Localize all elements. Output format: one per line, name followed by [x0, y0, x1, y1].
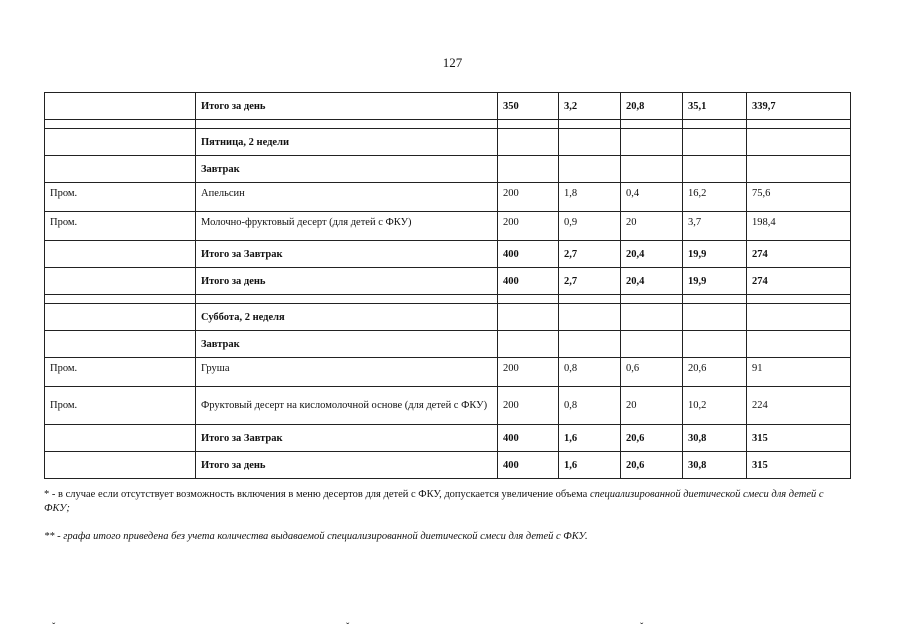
footnote-2: [44, 530, 850, 544]
page-number: 127: [442, 55, 463, 70]
cell-energy: 75,6: [747, 183, 851, 212]
cell-fat: [621, 304, 683, 331]
cell-code: [45, 156, 196, 183]
cell-energy: 315: [747, 452, 851, 479]
cell-carbs: [683, 331, 747, 358]
cell-energy: [747, 304, 851, 331]
cell-dish: Итого за день: [196, 93, 498, 120]
cell-dish: [196, 120, 498, 129]
cell-weight: 400: [498, 452, 559, 479]
cell-dish: Суббота, 2 неделя: [196, 304, 498, 331]
cell-protein: [559, 295, 621, 304]
cell-protein: 1,6: [559, 452, 621, 479]
cell-fat: 20,4: [621, 268, 683, 295]
cell-weight: 200: [498, 212, 559, 241]
cell-code: [45, 331, 196, 358]
table-row: [45, 183, 851, 212]
cell-dish: [196, 295, 498, 304]
cell-fat: [621, 129, 683, 156]
cell-carbs: 10,2: [683, 387, 747, 425]
total-row: [45, 268, 851, 295]
cell-code: [45, 241, 196, 268]
cell-carbs: 20,6: [683, 358, 747, 387]
cell-protein: [559, 304, 621, 331]
cell-carbs: [683, 120, 747, 129]
cell-fat: 0,4: [621, 183, 683, 212]
footnote-1: [44, 488, 850, 516]
cell-energy: 315: [747, 425, 851, 452]
cell-fat: 20,8: [621, 93, 683, 120]
cell-carbs: [683, 304, 747, 331]
cell-dish: Итого за день: [196, 452, 498, 479]
spacer-row: [45, 120, 851, 129]
cell-energy: [747, 331, 851, 358]
menu-table-body: [45, 93, 851, 479]
cell-weight: [498, 120, 559, 129]
section-row: [45, 156, 851, 183]
cell-fat: [621, 156, 683, 183]
cell-protein: 2,7: [559, 241, 621, 268]
cell-code: [45, 93, 196, 120]
section-row: [45, 331, 851, 358]
cell-code: [45, 304, 196, 331]
cell-weight: 350: [498, 93, 559, 120]
table-row: [45, 387, 851, 425]
table-row: [45, 212, 851, 241]
cell-carbs: [683, 156, 747, 183]
footnote-1-italic: специализированной диетической смеси для детей с ФКУ;: [44, 489, 824, 514]
cell-protein: 1,6: [559, 425, 621, 452]
cell-energy: [747, 295, 851, 304]
cell-carbs: [683, 295, 747, 304]
section-row: [45, 304, 851, 331]
cell-code: [45, 425, 196, 452]
cell-dish: Фруктовый десерт на кисломолочной основе (для детей с ФКУ): [196, 387, 498, 425]
scan-mark: ˇ: [640, 622, 644, 633]
cell-carbs: 19,9: [683, 241, 747, 268]
cell-carbs: 16,2: [683, 183, 747, 212]
cell-dish: Завтрак: [196, 331, 498, 358]
cell-protein: [559, 120, 621, 129]
cell-carbs: [683, 129, 747, 156]
menu-table: [44, 92, 851, 479]
cell-weight: 200: [498, 183, 559, 212]
cell-energy: 339,7: [747, 93, 851, 120]
cell-dish: Итого за день: [196, 268, 498, 295]
cell-fat: [621, 120, 683, 129]
cell-energy: [747, 156, 851, 183]
cell-fat: 20: [621, 212, 683, 241]
cell-protein: 1,8: [559, 183, 621, 212]
cell-carbs: 30,8: [683, 425, 747, 452]
cell-fat: 20,6: [621, 452, 683, 479]
table-row: [45, 358, 851, 387]
cell-energy: [747, 129, 851, 156]
scan-marks: [0, 622, 905, 632]
cell-protein: [559, 156, 621, 183]
cell-protein: 0,9: [559, 212, 621, 241]
spacer-row: [45, 295, 851, 304]
cell-protein: [559, 129, 621, 156]
cell-code: [45, 268, 196, 295]
total-row: [45, 93, 851, 120]
cell-fat: [621, 295, 683, 304]
cell-weight: [498, 129, 559, 156]
cell-dish: Груша: [196, 358, 498, 387]
cell-fat: 0,6: [621, 358, 683, 387]
cell-fat: 20: [621, 387, 683, 425]
total-row: [45, 425, 851, 452]
cell-fat: 20,4: [621, 241, 683, 268]
cell-weight: 400: [498, 425, 559, 452]
cell-carbs: 30,8: [683, 452, 747, 479]
cell-dish: Молочно-фруктовый десерт (для детей с ФКУ): [196, 212, 498, 241]
cell-dish: Апельсин: [196, 183, 498, 212]
cell-carbs: 3,7: [683, 212, 747, 241]
cell-weight: [498, 156, 559, 183]
cell-code: [45, 452, 196, 479]
cell-weight: 400: [498, 268, 559, 295]
scan-mark: ˇ: [346, 622, 350, 633]
cell-code: Пром.: [45, 358, 196, 387]
cell-code: [45, 295, 196, 304]
cell-code: [45, 129, 196, 156]
cell-energy: [747, 120, 851, 129]
cell-weight: [498, 304, 559, 331]
scan-mark: ˇ: [52, 622, 56, 633]
cell-code: Пром.: [45, 387, 196, 425]
cell-code: Пром.: [45, 183, 196, 212]
cell-fat: [621, 331, 683, 358]
cell-dish: Пятница, 2 недели: [196, 129, 498, 156]
cell-energy: 274: [747, 241, 851, 268]
cell-code: Пром.: [45, 212, 196, 241]
total-row: [45, 452, 851, 479]
cell-protein: 2,7: [559, 268, 621, 295]
cell-fat: 20,6: [621, 425, 683, 452]
cell-protein: 0,8: [559, 358, 621, 387]
cell-energy: 198,4: [747, 212, 851, 241]
footnote-2-italic: ** - графа итого приведена без учета количества выдаваемой специализированной диетической смеси для детей с ФКУ.: [44, 531, 588, 542]
cell-energy: 224: [747, 387, 851, 425]
cell-energy: 274: [747, 268, 851, 295]
cell-dish: Итого за Завтрак: [196, 425, 498, 452]
cell-energy: 91: [747, 358, 851, 387]
cell-dish: Завтрак: [196, 156, 498, 183]
cell-weight: 400: [498, 241, 559, 268]
cell-carbs: 35,1: [683, 93, 747, 120]
cell-code: [45, 120, 196, 129]
footnotes: [44, 488, 850, 558]
cell-weight: [498, 295, 559, 304]
cell-weight: [498, 331, 559, 358]
footnote-1-text: * - в случае если отсутствует возможность включения в меню десертов для детей с ФКУ, допускается увеличение объема: [44, 489, 590, 500]
cell-protein: [559, 331, 621, 358]
cell-protein: 0,8: [559, 387, 621, 425]
cell-dish: Итого за Завтрак: [196, 241, 498, 268]
cell-weight: 200: [498, 358, 559, 387]
cell-protein: 3,2: [559, 93, 621, 120]
cell-carbs: 19,9: [683, 268, 747, 295]
section-row: [45, 129, 851, 156]
total-row: [45, 241, 851, 268]
cell-weight: 200: [498, 387, 559, 425]
